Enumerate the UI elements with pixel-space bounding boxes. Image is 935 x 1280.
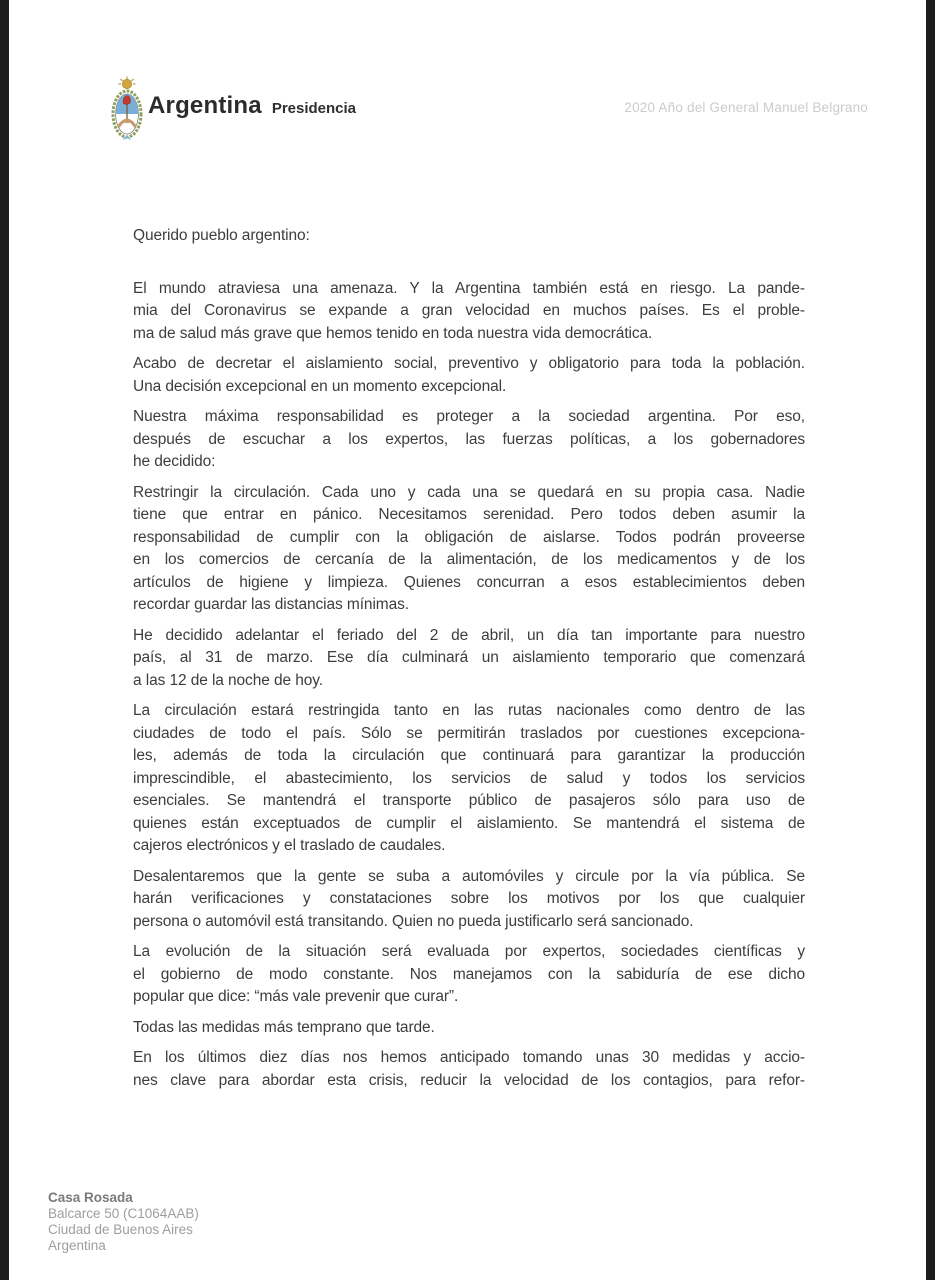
letter-line: Restringir la circulación. Cada uno y cada una se quedará en su propia casa. Nadie xyxy=(133,483,805,501)
sun-disc xyxy=(122,79,131,88)
paragraph xyxy=(133,700,805,858)
paragraph xyxy=(133,482,805,617)
paragraph xyxy=(133,941,805,1009)
letter-line: artículos de higiene y limpieza. Quienes concurran a esos establecimientos deben xyxy=(133,573,805,591)
letter-line: Nuestra máxima responsabilidad es proteger a la sociedad argentina. Por eso, xyxy=(133,408,805,425)
letter-line: Desalentaremos que la gente se suba a automóviles y circule por la vía pública. Se xyxy=(133,867,805,885)
letter-line: Una decisión excepcional en un momento excepcional. xyxy=(133,377,507,395)
letter-line: esenciales. Se mantendrá el transporte público de pasajeros sólo para uso de xyxy=(133,792,805,809)
letter-line: recordar guardar las distancias mínimas. xyxy=(133,596,409,613)
letter-line: La evolución de la situación será evaluada por expertos, sociedades científicas y xyxy=(133,943,805,960)
paragraph xyxy=(133,1017,805,1040)
paragraph xyxy=(133,406,805,474)
paragraph xyxy=(133,1047,805,1092)
year-legend: 2020 Año del General Manuel Belgrano xyxy=(624,100,868,115)
footer xyxy=(48,1190,199,1254)
letter-paragraphs xyxy=(133,278,805,1093)
letter-line: quienes están exceptuados de cumplir el aislamiento. Se mantendrá el sistema de xyxy=(133,814,805,832)
letter-line: Todas las medidas más temprano que tarde. xyxy=(133,1018,435,1036)
letter-line: ma de salud más grave que hemos tenido en toda nuestra vida democrática. xyxy=(133,324,653,342)
letter-line: tiene que entrar en pánico. Necesitamos serenidad. Pero todos deben asumir la xyxy=(133,506,805,523)
brand-subtitle: Presidencia xyxy=(271,100,357,117)
paragraph xyxy=(133,625,805,693)
brand-name: Argentina xyxy=(148,92,262,119)
letter-line: cajeros electrónicos y el traslado de caudales. xyxy=(133,837,446,854)
brand-lockup xyxy=(148,92,356,120)
letter-line: responsabilidad de cumplir con la obligación de aislarse. Todos podrán proveerse xyxy=(133,528,805,546)
letter-line: país, al 31 de marzo. Ese día culminará un aislamiento temporario que comenzará xyxy=(133,649,805,666)
letter-line: harán verificaciones y constataciones sobre los motivos por los que cualquier xyxy=(133,890,805,907)
document-page xyxy=(9,0,926,1280)
letter-line: les, además de toda la circulación que continuará para garantizar la producción xyxy=(133,747,805,764)
footer-institution-name: Casa Rosada xyxy=(48,1190,133,1205)
letter-line: La circulación estará restringida tanto en las rutas nacionales como dentro de las xyxy=(133,702,805,719)
footer-address xyxy=(48,1206,199,1254)
letter-line: a las 12 de la noche de hoy. xyxy=(133,671,323,689)
paragraph xyxy=(133,278,805,346)
hands-knot xyxy=(123,119,131,123)
letter-line: el gobierno de modo constante. Nos manejamos con la sabiduría de ese dicho xyxy=(133,965,805,983)
paragraph xyxy=(133,866,805,934)
letter-line: En los últimos diez días nos hemos anticipado tomando unas 30 medidas y accio- xyxy=(133,1049,805,1066)
argentina-coat-of-arms-logo xyxy=(106,75,148,141)
letter-line: imprescindible, el abastecimiento, los servicios de salud y todos los servicios xyxy=(133,769,805,787)
letter-line: El mundo atraviesa una amenaza. Y la Argentina también está en riesgo. La pande- xyxy=(133,279,805,297)
letter-line: persona o automóvil está transitando. Quien no pueda justificarlo será sancionado. xyxy=(133,912,694,930)
letter-salutation: Querido pueblo argentino: xyxy=(133,227,310,244)
letter-line: he decidido: xyxy=(133,453,216,470)
letter-line: ciudades de todo el país. Sólo se permitirán traslados por cuestiones excepciona- xyxy=(133,724,805,742)
letter-line: después de escuchar a los expertos, las fuerzas políticas, a los gobernadores xyxy=(133,430,805,448)
letter-body xyxy=(133,225,805,1100)
phrygian-cap xyxy=(123,96,130,105)
letter-line: mia del Coronavirus se expande a gran velocidad en muchos países. Es el proble- xyxy=(133,302,805,319)
letter-line: nes clave para abordar esta crisis, reducir la velocidad de los contagios, para refor- xyxy=(133,1071,805,1089)
footer-address-line: Balcarce 50 (C1064AAB) xyxy=(48,1206,199,1221)
letter-line: Acabo de decretar el aislamiento social, preventivo y obligatorio para toda la población. xyxy=(133,355,805,372)
letter-line: en los comercios de cercanía de la alimentación, de los medicamentos y de los xyxy=(133,551,805,568)
footer-address-line: Ciudad de Buenos Aires xyxy=(48,1222,193,1237)
footer-address-line: Argentina xyxy=(48,1238,106,1253)
paragraph xyxy=(133,353,805,398)
letter-line: popular que dice: “más vale prevenir que curar”. xyxy=(133,988,459,1005)
letter-line: He decidido adelantar el feriado del 2 de abril, un día tan importante para nuestro xyxy=(133,626,805,644)
